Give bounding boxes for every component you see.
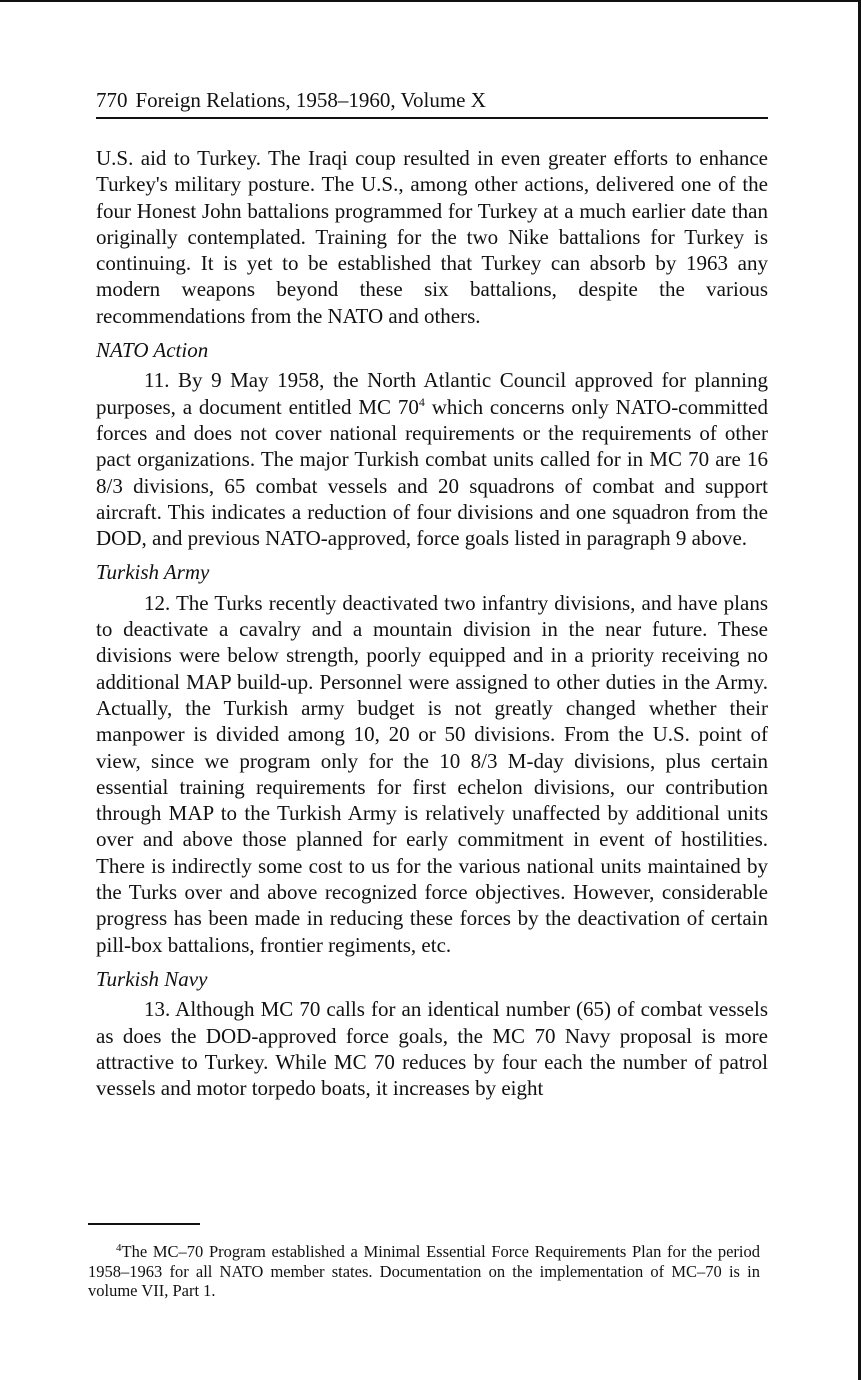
volume-title: Foreign Relations, 1958–1960, Volume X — [135, 88, 486, 112]
page-number: 770 — [96, 88, 128, 112]
footnote-text: The MC–70 Program established a Minimal Essential Force Requirements Plan for the period 1958–1963 for all NATO member states. Documentation on the implementation of MC–70 is in volume VII, Part 1. — [88, 1242, 760, 1300]
paragraph-11-text-end: which concerns only NATO-committed forces and does not cover national requirements or the requirements of other pact organizations. The major Turkish combat units called for in MC 70 are 16 8/3 divisions, 65 combat vessels and 20 squadrons of combat and support aircraft. This indicates a reduction of four divisions and one squadron from the DOD, and previous NATO-approved, force goals listed in paragraph 9 above. — [96, 394, 768, 551]
footnote-marker: 4 — [116, 1242, 122, 1254]
footnote-reference-4[interactable]: 4 — [418, 394, 425, 409]
document-page — [96, 86, 768, 1101]
paragraph-13: 13. Although MC 70 calls for an identical number (65) of combat vessels as does the DOD-approved force goals, the MC 70 Navy proposal is more attractive to Turkey. While MC 70 reduces by four each the number of patrol vessels and motor torpedo boats, it increases by eight — [96, 997, 768, 1101]
paragraph-11 — [96, 367, 768, 551]
scan-top-edge — [0, 0, 861, 2]
footnote-separator — [88, 1223, 200, 1225]
section-heading-turkish-army: Turkish Army — [96, 560, 210, 585]
footnote — [88, 1242, 760, 1301]
paragraph-continuation: U.S. aid to Turkey. The Iraqi coup resulted in even greater efforts to enhance Turkey's military posture. The U.S., among other actions, delivered one of the four Honest John battalions programmed for Turkey at a much earlier date than originally contemplated. Training for the two Nike battalions for Turkey is continuing. It is yet to be established that Turkey can absorb by 1963 any modern weapons beyond these six battalions, despite the various recommendations from the NATO and others. — [96, 146, 768, 328]
footnote-4 — [88, 1242, 760, 1301]
paragraph-12: 12. The Turks recently deactivated two infantry divisions, and have plans to deactivate a cavalry and a mountain division in the near future. These divisions were below strength, poorly equipped and in a priority receiving no additional MAP build-up. Personnel were assigned to other duties in the Army. Actually, the Turkish army budget is not greatly changed whether their manpower is divided among 10, 20 or 50 divisions. From the U.S. point of view, since we program only for the 10 8/3 M-day divisions, plus certain essential training requirements for first echelon divisions, our contribution through MAP to the Turkish Army is relatively unaffected by additional units over and above those planned for early commitment in event of hostilities. There is indirectly some cost to us for the various national units maintained by the Turks over and above recognized force objectives. However, considerable progress has been made in reducing these forces by the deactivation of certain pill-box battalions, frontier regiments, etc. — [96, 590, 768, 957]
body-text — [96, 145, 768, 1101]
section-heading-turkish-navy: Turkish Navy — [96, 966, 208, 991]
running-head — [96, 86, 768, 119]
section-heading-nato-action: NATO Action — [96, 338, 209, 363]
paragraph-11-text-start: 11. By 9 May 1958, the North Atlantic Council approved for planning purposes, a document entitled MC 70 — [96, 368, 768, 419]
